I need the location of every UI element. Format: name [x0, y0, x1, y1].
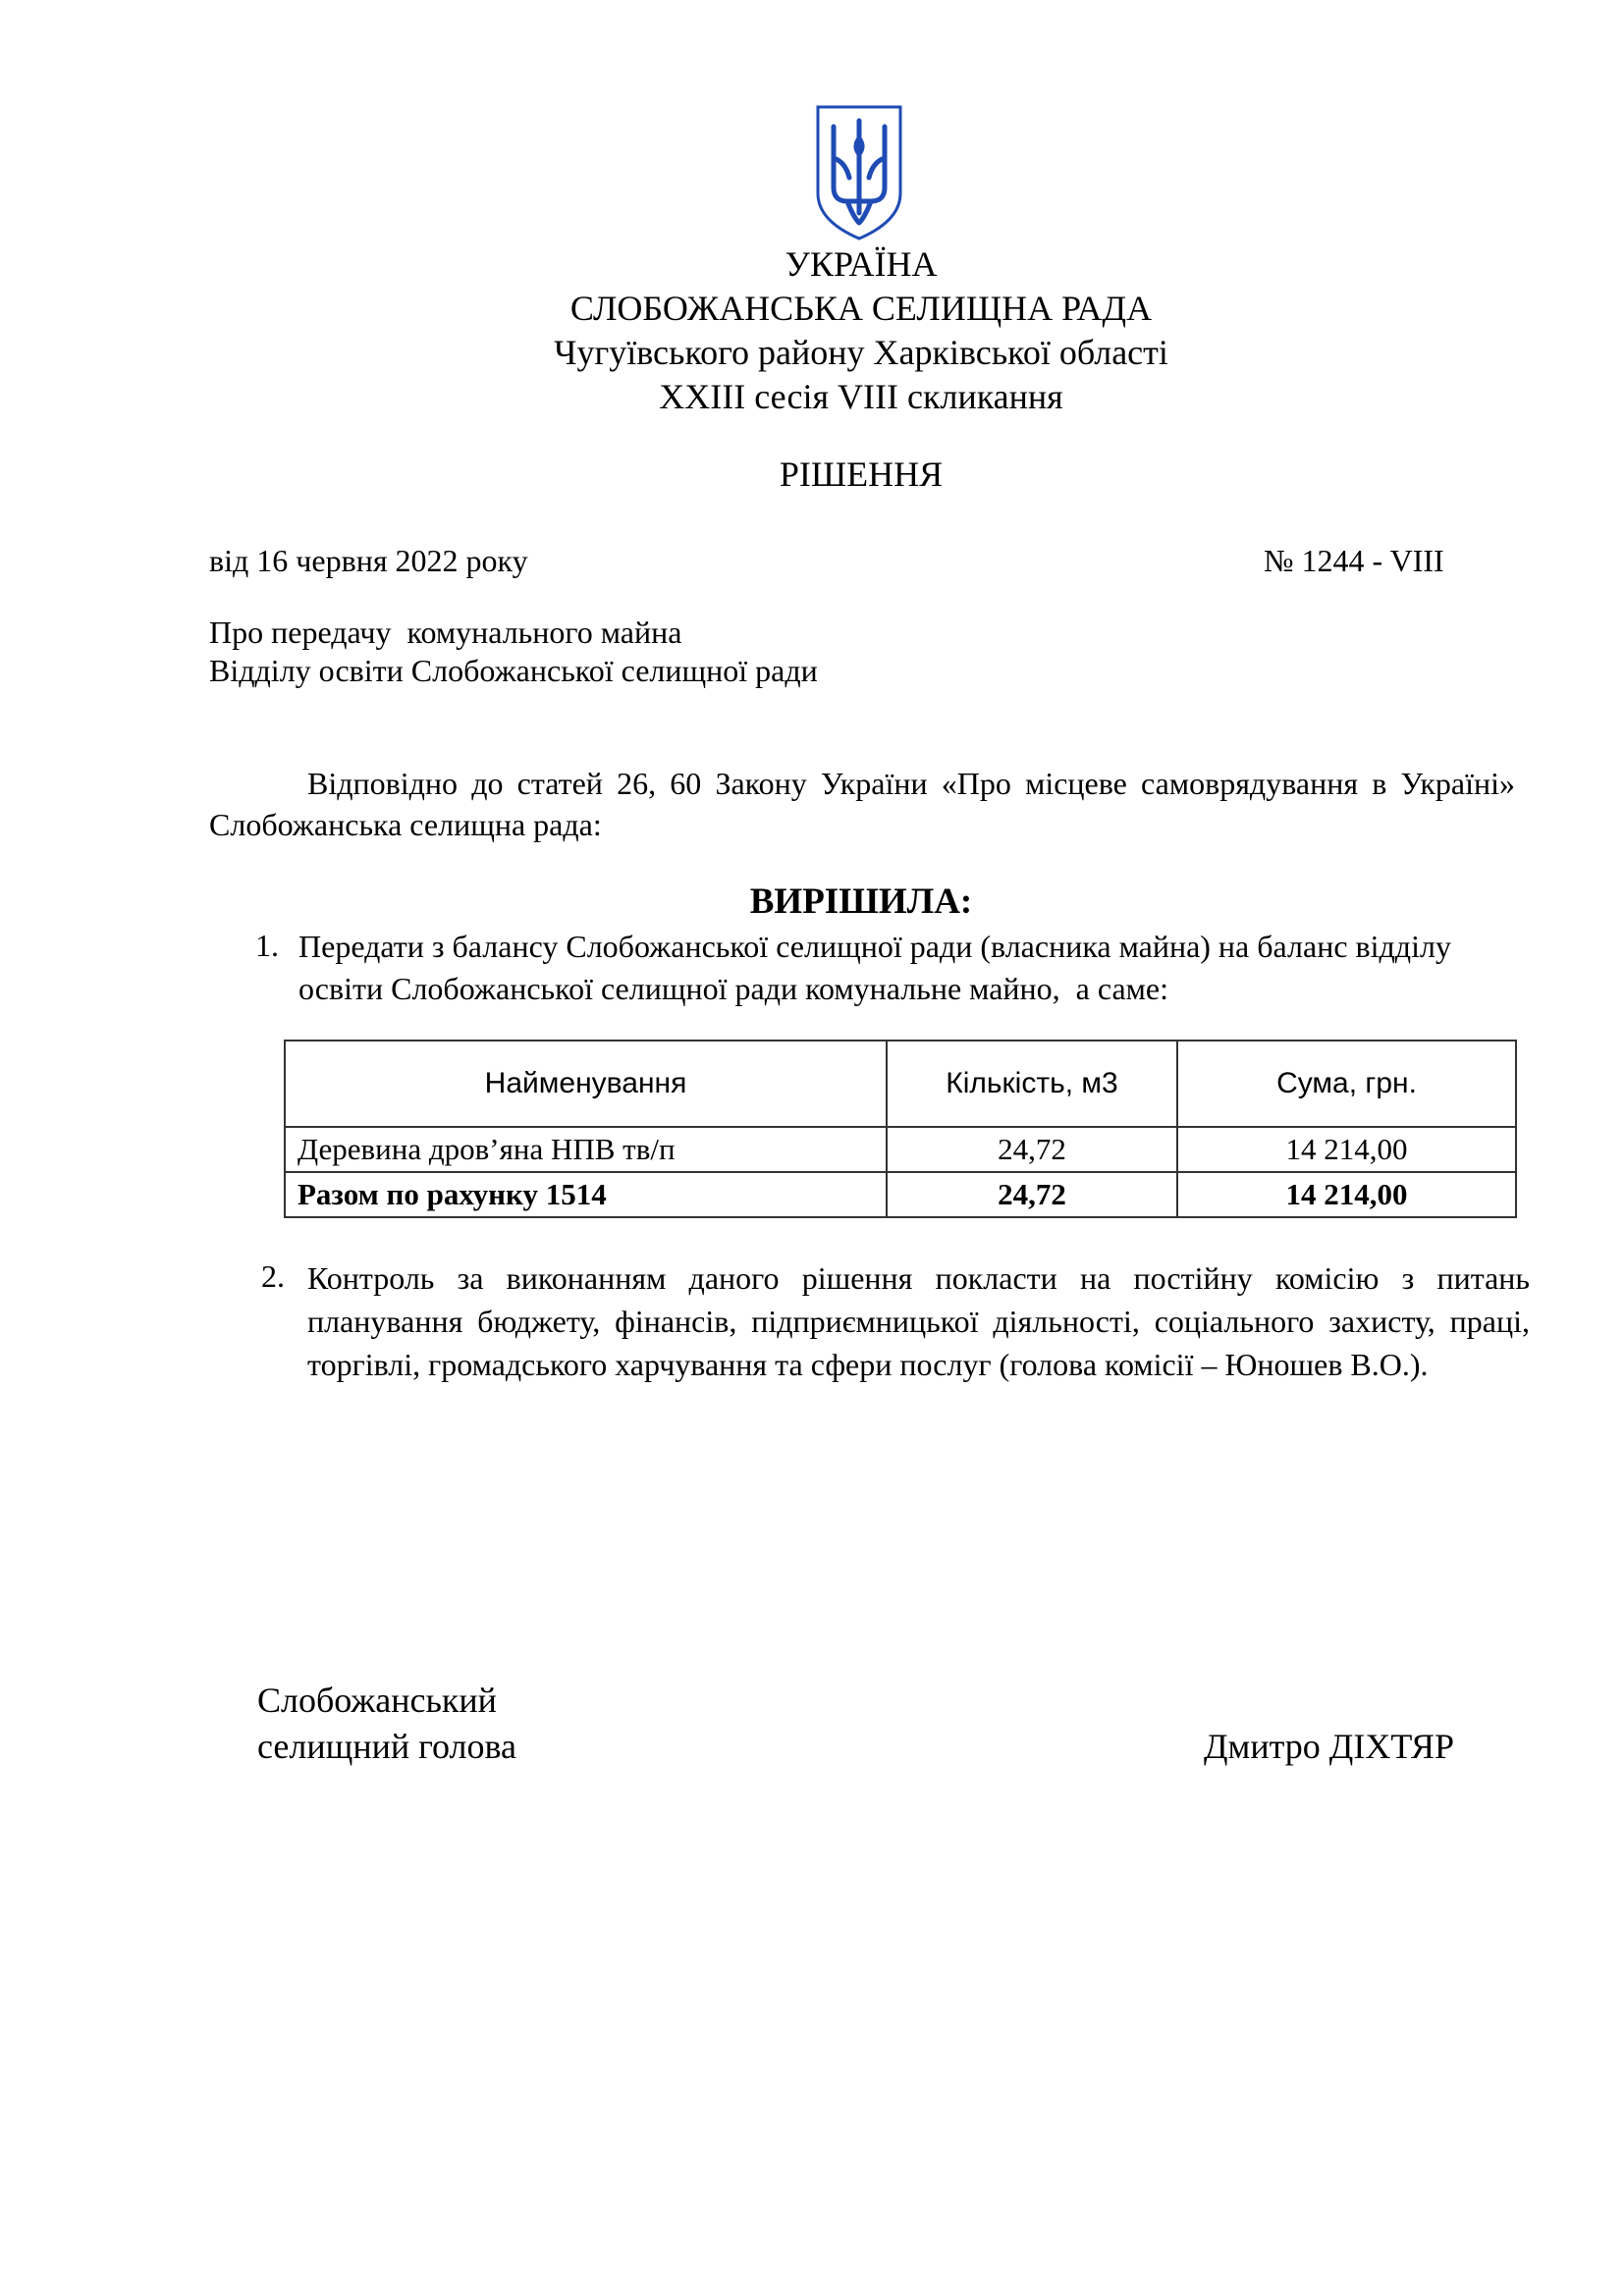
region-title: Чугуївського району Харківської області	[554, 333, 1168, 372]
signature-title-line-1: Слобожанський	[257, 1681, 497, 1720]
item-1-number: 1.	[255, 928, 279, 963]
table-header-quantity: Кількість, м3	[887, 1041, 1177, 1127]
table-header-sum: Сума, грн.	[1177, 1041, 1516, 1127]
subject-line-1: Про передачу комунального майна	[209, 614, 682, 650]
resolved-heading: ВИРІШИЛА:	[749, 881, 973, 922]
country-title: УКРАЇНА	[785, 244, 938, 284]
table-cell-sum: 14 214,00	[1177, 1127, 1516, 1172]
item-1-text: Передати з балансу Слобожанської селищної ради (власника майна) на баланс відділу освіти Слобожанської селищної ради комунальне майно, а саме:	[298, 929, 1459, 1006]
table-cell-quantity: 24,72	[887, 1127, 1177, 1172]
table-header-name: Найменування	[285, 1041, 887, 1127]
session-title: XXIII сесія VIII скликання	[659, 377, 1063, 416]
table-total-row	[285, 1172, 1516, 1217]
table-total-label: Разом по рахунку 1514	[285, 1172, 887, 1217]
table-cell-name: Деревина дров’яна НПВ тв/п	[285, 1127, 887, 1172]
item-2-number: 2.	[261, 1258, 285, 1294]
item-2-text: Контроль за виконанням даного рішення покласти на постійну комісію з питань планування бюджету, фінансів, підприємницької діяльності, соціального захисту, праці, торгівлі, громадського харчування та сфери послуг (голова комісії – Юношев В.О.).	[307, 1260, 1530, 1382]
document-type: РІШЕННЯ	[779, 454, 944, 494]
preamble-paragraph: Відповідно до статей 26, 60 Закону України «Про місцеве самоврядування в Україні» Слобожанська селищна рада:	[209, 766, 1515, 842]
signature-name: Дмитро ДІХТЯР	[1204, 1727, 1454, 1766]
signature-title-line-2: селищний голова	[257, 1727, 517, 1766]
council-title: СЛОБОЖАНСЬКА СЕЛИЩНА РАДА	[569, 289, 1153, 328]
decision-date: від 16 червня 2022 року	[209, 543, 528, 578]
decision-number: № 1244 - VIII	[1264, 543, 1444, 578]
table-row	[285, 1127, 1516, 1172]
table-total-quantity: 24,72	[887, 1172, 1177, 1217]
table-total-sum: 14 214,00	[1177, 1172, 1516, 1217]
trident-emblem-icon	[814, 103, 904, 242]
subject-line-2: Відділу освіти Слобожанської селищної ради	[209, 653, 818, 688]
table-header-row	[285, 1041, 1516, 1127]
property-table	[284, 1040, 1517, 1218]
